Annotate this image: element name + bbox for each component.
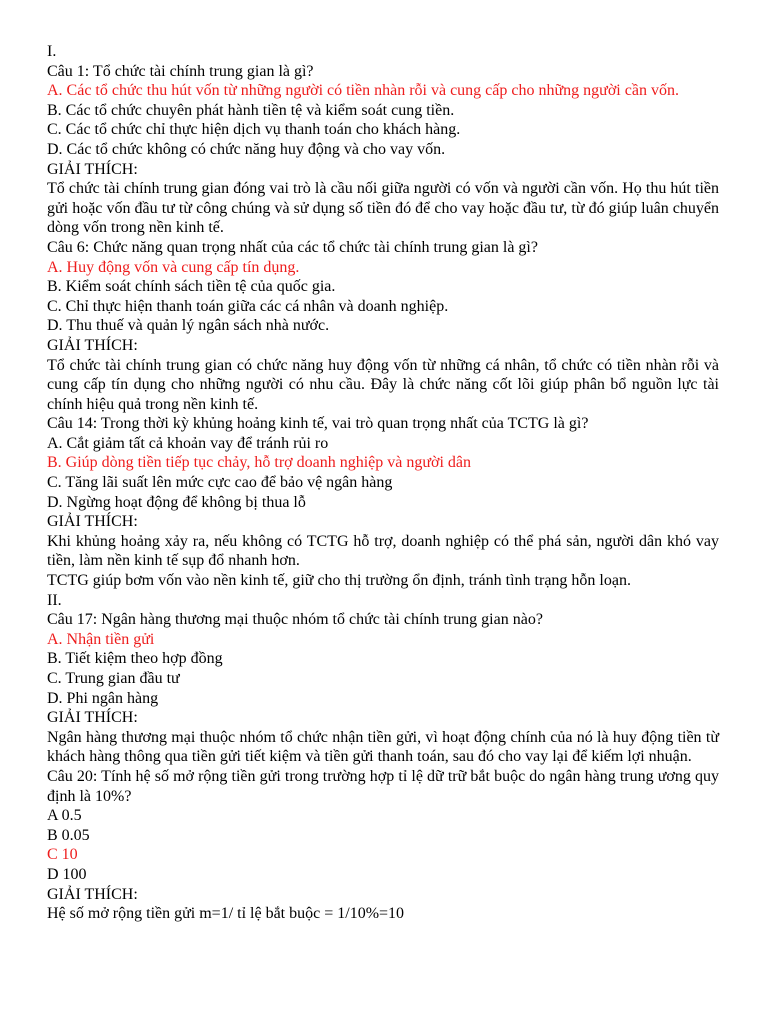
question-6-option-c: C. Chỉ thực hiện thanh toán giữa các cá nhân và doanh nghiệp. bbox=[47, 297, 449, 315]
question-20: Câu 20: Tính hệ số mở rộng tiền gửi trong trường hợp tỉ lệ dữ trữ bắt buộc do ngân hàng trung ương quy định là 10%? bbox=[47, 767, 719, 805]
question-1-option-d: D. Các tổ chức không có chức năng huy động và cho vay vốn. bbox=[47, 140, 446, 158]
question-17-option-d: D. Phi ngân hàng bbox=[47, 689, 159, 707]
question-17-option-c: C. Trung gian đầu tư bbox=[47, 670, 180, 687]
question-1-explain-label: GIẢI THÍCH: bbox=[47, 160, 138, 178]
question-1-option-b: B. Các tổ chức chuyên phát hành tiền tệ và kiểm soát cung tiền. bbox=[47, 101, 455, 119]
question-1: Câu 1: Tổ chức tài chính trung gian là gì? bbox=[47, 62, 314, 80]
question-17-option-b: B. Tiết kiệm theo hợp đồng bbox=[47, 650, 223, 668]
question-6-explanation: Tổ chức tài chính trung gian có chức năng huy động vốn từ những cá nhân, tổ chức có tiền nhàn rỗi và cung cấp tín dụng cho những người có nhu cầu. Đây là chức năng cốt lõi giúp phân bổ nguồn lực tài chính hiệu quả trong nền kinh tế. bbox=[47, 356, 719, 413]
question-17-option-a-correct: A. Nhận tiền gửi bbox=[47, 630, 155, 648]
question-17-explanation: Ngân hàng thương mại thuộc nhóm tổ chức nhận tiền gửi, vì hoạt động chính của nó là huy động tiền từ khách hàng thông qua tiền gửi tiết kiệm và tiền gửi thanh toán, sau đó cho vay lại để kiếm lợi nhuận. bbox=[47, 728, 719, 766]
question-14-option-a: A. Cắt giảm tất cả khoản vay để tránh rủi ro bbox=[47, 434, 329, 452]
question-20-option-b: B 0.05 bbox=[47, 826, 90, 844]
question-20-option-a: A 0.5 bbox=[47, 807, 82, 825]
question-17: Câu 17: Ngân hàng thương mại thuộc nhóm tổ chức tài chính trung gian nào? bbox=[47, 611, 543, 629]
question-14-explanation-2: TCTG giúp bơm vốn vào nền kinh tế, giữ cho thị trường ổn định, tránh tình trạng hỗn loạn. bbox=[47, 572, 631, 590]
question-17-explain-label: GIẢI THÍCH: bbox=[47, 709, 138, 727]
section-heading-2: II. bbox=[47, 591, 62, 609]
question-1-option-c: C. Các tổ chức chỉ thực hiện dịch vụ thanh toán cho khách hàng. bbox=[47, 121, 461, 139]
question-14: Câu 14: Trong thời kỳ khủng hoảng kinh tế, vai trò quan trọng nhất của TCTG là gì? bbox=[47, 415, 589, 433]
question-14-option-d: D. Ngừng hoạt động để không bị thua lỗ bbox=[47, 493, 306, 511]
question-20-explain-label: GIẢI THÍCH: bbox=[47, 885, 138, 903]
question-6-explain-label: GIẢI THÍCH: bbox=[47, 336, 138, 354]
question-1-option-a-correct: A. Các tổ chức thu hút vốn từ những người có tiền nhàn rỗi và cung cấp cho những người cần vốn. bbox=[47, 82, 679, 100]
question-14-option-c: C. Tăng lãi suất lên mức cực cao để bảo vệ ngân hàng bbox=[47, 474, 393, 492]
question-6-option-a-correct: A. Huy động vốn và cung cấp tín dụng. bbox=[47, 258, 300, 276]
question-20-option-c-correct: C 10 bbox=[47, 846, 78, 864]
question-14-explain-label: GIẢI THÍCH: bbox=[47, 513, 138, 531]
question-14-explanation: Khi khủng hoảng xảy ra, nếu không có TCTG hỗ trợ, doanh nghiệp có thể phá sản, người dân khó vay tiền, làm nền kinh tế sụp đổ nhanh hơn. bbox=[47, 532, 719, 570]
question-6: Câu 6: Chức năng quan trọng nhất của các tổ chức tài chính trung gian là gì? bbox=[47, 238, 538, 256]
question-6-option-d: D. Thu thuế và quản lý ngân sách nhà nước. bbox=[47, 317, 330, 335]
question-20-explanation: Hệ số mở rộng tiền gửi m=1/ tỉ lệ bắt buộc = 1/10%=10 bbox=[47, 905, 405, 923]
question-14-option-b-correct: B. Giúp dòng tiền tiếp tục chảy, hỗ trợ doanh nghiệp và người dân bbox=[47, 454, 472, 472]
document-page bbox=[47, 42, 719, 924]
section-heading-1: I. bbox=[47, 43, 57, 60]
question-20-option-d: D 100 bbox=[47, 865, 87, 883]
question-1-explanation: Tổ chức tài chính trung gian đóng vai trò là cầu nối giữa người có vốn và người cần vốn. Họ thu hút tiền gửi hoặc vốn đầu tư từ công chúng và sử dụng số tiền đó để cho vay hoặc đầu tư, từ đó giúp luân chuyển dòng vốn trong nền kinh tế. bbox=[47, 180, 719, 237]
question-6-option-b: B. Kiểm soát chính sách tiền tệ của quốc gia. bbox=[47, 278, 336, 296]
